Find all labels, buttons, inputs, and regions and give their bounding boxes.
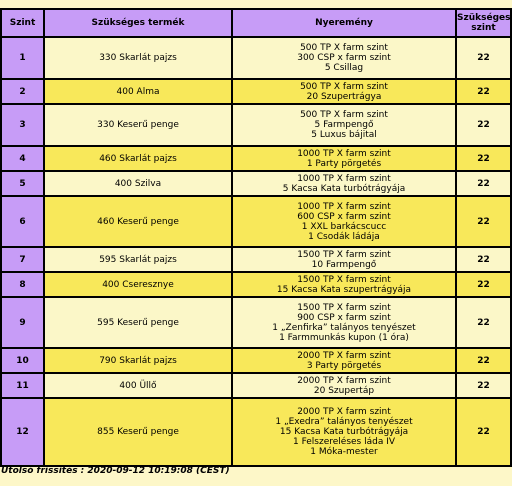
prize-line: 15 Kacsa Kata turbótrágyája — [279, 427, 409, 437]
prize-cell — [233, 399, 455, 465]
prize-line: 500 TP X farm szint — [300, 110, 388, 120]
required-item-cell: 400 Szilva — [45, 172, 231, 195]
prize-line: 1 Farmmunkás kupon (1 óra) — [279, 332, 409, 343]
prize-line: 900 CSP x farm szint — [297, 312, 391, 323]
prize-line: 5 Kacsa Kata turbótrágyája — [282, 183, 406, 194]
prize-line: 500 TP X farm szint — [300, 81, 388, 92]
header-prize: Nyeremény — [233, 10, 455, 36]
table-row — [2, 349, 510, 372]
required-level-cell: 22 — [457, 197, 510, 246]
required-item-cell: 790 Skarlát pajzs — [45, 349, 231, 372]
prize-cell — [233, 273, 455, 296]
prize-line: 2000 TP X farm szint — [297, 407, 391, 417]
required-item-cell: 595 Keserű penge — [45, 298, 231, 347]
table-row — [2, 38, 510, 78]
level-cell: 11 — [2, 374, 43, 397]
prize-line: 500 TP X farm szint — [300, 43, 388, 53]
prize-cell — [233, 105, 455, 145]
required-level-cell: 22 — [457, 38, 510, 78]
required-level-cell: 22 — [457, 349, 510, 372]
table-row — [2, 298, 510, 347]
required-item-cell: 460 Keserű penge — [45, 197, 231, 246]
required-item-cell: 595 Skarlát pajzs — [45, 248, 231, 271]
prize-cell — [233, 349, 455, 372]
table-row — [2, 248, 510, 271]
prize-cell — [233, 38, 455, 78]
required-level-cell: 22 — [457, 248, 510, 271]
prize-line: 20 Szupertáp — [313, 385, 375, 396]
prize-line: 1000 TP X farm szint — [297, 148, 391, 159]
level-cell: 5 — [2, 172, 43, 195]
level-cell: 2 — [2, 80, 43, 103]
last-updated: Utolsó frissítés : 2020-09-12 10:19:08 (CEST) — [1, 466, 230, 476]
prize-line: 1500 TP X farm szint — [297, 302, 391, 313]
prize-cell — [233, 80, 455, 103]
rewards-table — [0, 8, 512, 467]
table-row — [2, 374, 510, 397]
level-cell: 12 — [2, 399, 43, 465]
required-level-cell: 22 — [457, 105, 510, 145]
prize-line: 1500 TP X farm szint — [297, 274, 391, 285]
level-cell: 10 — [2, 349, 43, 372]
table-row — [2, 172, 510, 195]
prize-line: 1 Móka-mester — [310, 447, 378, 457]
prize-line: 15 Kacsa Kata szupertrágyája — [276, 284, 412, 295]
prize-line: 5 Luxus bájital — [311, 130, 377, 140]
prize-line: 1500 TP X farm szint — [297, 249, 391, 260]
level-cell: 7 — [2, 248, 43, 271]
required-level-cell: 22 — [457, 80, 510, 103]
prize-line: 1 „Exedra” talányos tenyészet — [275, 417, 413, 427]
prize-cell — [233, 248, 455, 271]
table-row — [2, 273, 510, 296]
prize-cell — [233, 147, 455, 170]
header-row — [2, 10, 510, 36]
prize-line: 1 Csodák ládája — [308, 231, 380, 242]
prize-line: 1000 TP X farm szint — [297, 173, 391, 184]
prize-line: 5 Csillag — [324, 63, 364, 73]
level-cell: 9 — [2, 298, 43, 347]
level-cell: 8 — [2, 273, 43, 296]
prize-line: 2000 TP X farm szint — [297, 375, 391, 386]
required-item-cell: 400 Cseresznye — [45, 273, 231, 296]
table-row — [2, 105, 510, 145]
table-body — [2, 38, 510, 465]
prize-line: 2000 TP X farm szint — [297, 350, 391, 361]
prize-line: 1 Felszereléses láda IV — [292, 437, 396, 447]
table-row — [2, 147, 510, 170]
header-required-item: Szükséges termék — [45, 10, 231, 36]
level-cell: 1 — [2, 38, 43, 78]
required-item-cell: 855 Keserű penge — [45, 399, 231, 465]
required-level-cell: 22 — [457, 298, 510, 347]
prize-line: 1000 TP X farm szint — [297, 201, 391, 212]
table-row — [2, 197, 510, 246]
prize-line: 1 Party pörgetés — [306, 158, 382, 169]
level-cell: 4 — [2, 147, 43, 170]
required-item-cell: 400 Alma — [45, 80, 231, 103]
header-level: Szint — [2, 10, 43, 36]
table-row — [2, 399, 510, 465]
prize-line: 300 CSP x farm szint — [297, 53, 391, 63]
prize-line: 5 Farmpengő — [314, 120, 374, 130]
level-cell: 6 — [2, 197, 43, 246]
prize-cell — [233, 298, 455, 347]
prize-cell — [233, 374, 455, 397]
prize-line: 3 Party pörgetés — [306, 360, 382, 371]
required-level-cell: 22 — [457, 273, 510, 296]
prize-line: 1 „Zenfirka” talányos tenyészet — [272, 322, 416, 333]
prize-line: 600 CSP x farm szint — [297, 211, 391, 222]
prize-cell — [233, 197, 455, 246]
required-item-cell: 460 Skarlát pajzs — [45, 147, 231, 170]
required-level-cell: 22 — [457, 374, 510, 397]
required-level-cell: 22 — [457, 172, 510, 195]
required-item-cell: 330 Keserű penge — [45, 105, 231, 145]
prize-line: 10 Farmpengő — [311, 259, 377, 270]
required-item-cell: 400 Üllő — [45, 374, 231, 397]
level-cell: 3 — [2, 105, 43, 145]
required-item-cell: 330 Skarlát pajzs — [45, 38, 231, 78]
required-level-cell: 22 — [457, 147, 510, 170]
table-row — [2, 80, 510, 103]
prize-line: 20 Szupertrágya — [306, 91, 382, 102]
required-level-cell: 22 — [457, 399, 510, 465]
prize-cell — [233, 172, 455, 195]
header-required-level: Szükséges szint — [457, 10, 510, 36]
prize-line: 1 XXL barkácscucc — [301, 221, 387, 232]
